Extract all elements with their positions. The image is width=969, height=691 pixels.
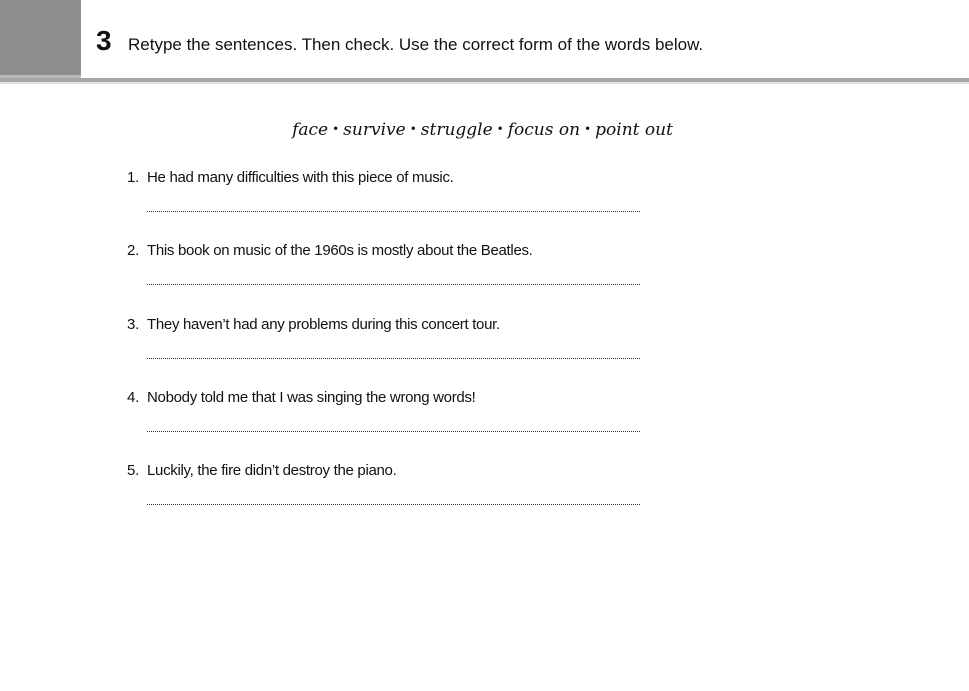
task-number: 3	[96, 25, 112, 56]
item-sentence: Nobody told me that I was singing the wrong words!	[147, 388, 476, 406]
item-number: 2.	[127, 242, 140, 260]
word-box	[0, 117, 965, 142]
answer-input[interactable]	[147, 284, 640, 285]
exercise-item	[127, 460, 647, 533]
word-box-separator: •	[584, 122, 592, 136]
word-box-word: face	[292, 120, 329, 140]
word-box-word: point out	[595, 120, 673, 140]
item-sentence: He had many difficulties with this piece of music.	[147, 169, 454, 186]
exercise-item	[127, 387, 647, 460]
item-number: 4.	[127, 388, 140, 406]
answer-input[interactable]	[147, 358, 640, 359]
answer-input[interactable]	[147, 431, 640, 432]
answer-input[interactable]	[147, 211, 640, 212]
header-color-block	[0, 0, 81, 75]
exercise-item	[127, 167, 647, 240]
item-sentence: This book on music of the 1960s is mostly about the Beatles.	[147, 242, 533, 260]
item-sentence: They haven’t had any problems during this concert tour.	[147, 315, 500, 333]
word-box-separator: •	[496, 122, 504, 136]
word-box-word: survive	[343, 120, 406, 140]
exercise-item	[127, 314, 647, 387]
task-instruction: Retype the sentences. Then check. Use the correct form of the words below.	[128, 35, 704, 54]
word-box-word: focus on	[507, 120, 581, 140]
header-divider-shadow	[0, 82, 969, 84]
word-box-separator: •	[409, 122, 417, 136]
exercise-list	[127, 167, 647, 533]
item-number: 5.	[127, 462, 140, 479]
item-number: 3.	[127, 315, 140, 333]
word-box-word: struggle	[420, 120, 493, 140]
word-box-separator: •	[332, 122, 340, 136]
answer-input[interactable]	[147, 504, 640, 505]
item-number: 1.	[127, 169, 140, 186]
exercise-item	[127, 240, 647, 313]
item-sentence: Luckily, the fire didn’t destroy the piano.	[147, 462, 397, 479]
